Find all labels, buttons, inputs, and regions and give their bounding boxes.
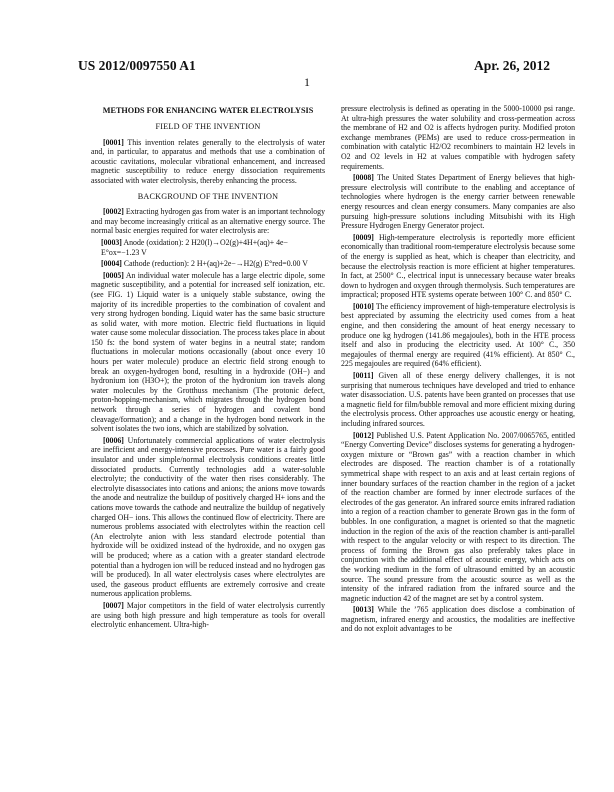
paragraph-number: [0010]	[353, 301, 374, 311]
paragraph-number: [0001]	[103, 137, 124, 147]
paragraph-number: [0008]	[353, 173, 374, 183]
paragraph-0002	[91, 207, 325, 236]
right-column	[341, 104, 575, 636]
paragraph-0009	[341, 233, 575, 300]
equation-cathode: Cathode (reduction): 2 H+(aq)+2e−→H2(g) E°red=0.00 V	[123, 259, 308, 269]
paragraph-number: [0009]	[353, 232, 374, 242]
paragraph-text: Major competitors in the field of water electrolysis currently are using both high pressure and high temperature as tools for overall electrolytic enhancement. Ultra-high-	[91, 600, 325, 630]
publication-date: Apr. 26, 2012	[473, 58, 550, 73]
paragraph-0008	[341, 173, 575, 231]
paragraph-number: [0006]	[103, 435, 124, 445]
paragraph-number: [0013]	[353, 605, 374, 615]
paragraph-0010	[341, 302, 575, 369]
paragraph-text: Unfortunately commercial applications of water electrolysis are inefficient and energy-intensive processes. Pure water is a fairly good insulator and under simple/normal electrolysis conditions creates little dissociated products. Currently technologies add a water-soluble electrolyte; the conductivity of the water then rises considerably. The electrolyte disassociates into cations and anions; the anions move towards the anode and neutralize the buildup of positively charged H+ ions and the cations move towards the cathode and neutralize the buildup of negatively charged OH− ions. This allows the continued flow of electricity. There are numerous problems associated with electrolytes within the reaction cell (An electrolyte anion with less standard electrode potential than hydroxide will be oxidized instead of the hydroxide, and no oxygen gas will be produced; where as a cation with a greater standard electrode potential than a hydrogen ion will be reduced instead and no hydrogen gas will be produced). In all water electrolysis cases where electrolytes are used, the gaseous product effluents are extremely corrosive and create numerous application problems.	[91, 435, 325, 599]
page-number: 1	[304, 75, 310, 89]
paragraph-text: An individual water molecule has a large electric dipole, some magnetic susceptibility, and a potential for increased self ionization, etc. (see FIG. 1) Liquid water is a uniquely stable substance, owing the majority of its incredible properties to the combination of covalent and very strong hydrogen bonding. Liquid water has the same basic structure as solid water, with more motion. Electric field fluctuations in liquid water cause some molecular dissociation. The process takes place in about 150 fs: the bond system of water begins in a neutral state; random fluctuations in molecular motions occasionally (about once every 10 hours per water molecule) produce an electric field strong enough to break an oxygen-hydrogen bond, resulting in a hydroxide (OH−) and hydronium ion (H3O+); the proton of the hydronium ion travels along water molecules by the Grotthuss mechanism (The protonic defect, proton-hopping-mechanism, which migrates through the hydrogen bond network through a series of hydrogen and covalent bond cleavage/formation); and a change in the hydrogen bond network in the solvent isolates the two ions, which are stabilized by solvation.	[91, 270, 325, 434]
paragraph-number: [0007]	[103, 600, 124, 610]
paragraph-number: [0005]	[103, 270, 124, 280]
paragraph-0006	[91, 436, 325, 599]
paragraph-0005	[91, 271, 325, 434]
paragraph-text: The United States Department of Energy believes that high-pressure electrolysis will contribute to the enabling and acceptance of technologies where hydrogen is the energy carrier between renewable energy resources and clean energy consumers. Many companies are also pursuing high-pressure solutions including Mitsubishi with its High Pressure Hydrogen Energy Generator project.	[341, 173, 575, 231]
paragraph-text: While the ’765 application does disclose a combination of magnetism, infrared energy and acoustics, the modalities are ineffective and do not exploit advantages to be	[341, 605, 575, 634]
paragraph-number: [0003]	[101, 237, 122, 247]
paragraph-0007-continued: pressure electrolysis is defined as operating in the 5000-10000 psi range. At ultra-high pressures the water solubility and cross-permeation across the membrane of H2 and O2 is affects hydrogen purity. Modified proton exchange membranes (PEMs) are used to reduce cross-permeation in combination with catalytic H2/O2 recombiners to maintain H2 levels in O2 and O2 levels in H2 at values compatible with hydrogen safety requirements.	[341, 104, 575, 171]
paragraph-text: Given all of these energy delivery challenges, it is not surprising that numerous techniques have developed and tried to enhance water disassociation. U.S. patents have been granted on processes that use a magnetic field for film/bubble removal and more efficient mixing during the electrolysis process. Other approaches use acoustic energy or heating, including infrared sources.	[341, 371, 575, 428]
paragraph-0001	[91, 138, 325, 186]
left-column	[91, 104, 325, 632]
paragraph-0004	[101, 259, 325, 269]
background-heading: BACKGROUND OF THE INVENTION	[137, 191, 279, 201]
paragraph-0003	[101, 238, 325, 257]
paragraph-0012	[341, 431, 575, 604]
paragraph-text: The efficiency improvement of high-temperature electrolysis is best appreciated by assuming the electricity used comes from a heat engine, and then considering the amount of heat energy necessary to produce one kg hydrogen (141.86 megajoules), both in the HTE process itself and also in producing the electricity used. At 100° C., 350 megajoules of thermal energy are required (41% efficient). At 850° C., 225 megajoules are required (64% efficient).	[341, 301, 575, 369]
paragraph-text: Extracting hydrogen gas from water is an important technology and may become increasingly critical as an alternative energy source. The normal basic energies required for water electrolysis are:	[91, 207, 325, 236]
paragraph-number: [0002]	[103, 207, 124, 217]
paragraph-0013	[341, 605, 575, 634]
paragraph-0007	[91, 601, 325, 630]
paragraph-number: [0012]	[353, 430, 374, 440]
equation-anode: Anode (oxidation): 2 H20(l)→O2(g)+4H+(aq)+ 4e− E°ox=−1.23 V	[101, 237, 288, 257]
paragraph-number: [0011]	[353, 371, 374, 381]
paragraph-0011	[341, 371, 575, 429]
paragraph-text: This invention relates generally to the electrolysis of water and, in particular, to apparatus and methods that use a combination of acoustic cavitations, molecular vibrational enhancement, and increased magnetic susceptibility to reduce energy dissociation requirements associated with water electrolysis, thereby enhancing the process.	[91, 137, 325, 185]
document-title: METHODS FOR ENHANCING WATER ELECTROLYSIS	[102, 106, 314, 115]
paragraph-number: [0004]	[101, 259, 122, 269]
publication-number: US 2012/0097550 A1	[78, 58, 196, 73]
field-heading: FIELD OF THE INVENTION	[155, 122, 261, 131]
paragraph-text: Published U.S. Patent Application No. 2007/0065765, entitled “Energy Converting Device” discloses systems for generating a hydrogen-oxygen mixture or “Brown gas” with a reaction chamber in which electrodes are disposed. The reaction chamber is of a rotationally symmetrical shape with respect to an axis and at least certain regions of inner boundary surfaces of the reaction chamber in the region of a jacket of the reaction chamber are formed by inner electrode surfaces of the electrodes of the gas generator. An infrared source emits infrared radiation into a region of a reaction chamber to generate Brown gas in the form of bubbles. In one configuration, a magnet is oriented so that the magnetic induction in the region of the axis of the reaction chamber is anti-parallel with respect to the angular velocity or with respect to its direction. The process of forming the Brown gas also preferably takes place in conjunction with the additional effect of acoustic energy, which acts on the working medium in the form of ultrasound emitted by an acoustic source. The sound pressure from the acoustic source as well as the intensity of the infrared radiation from the infrared source and the magnetic induction 42 of the magnet are set by a control system.	[341, 430, 576, 603]
paragraph-text: High-temperature electrolysis is reportedly more efficient economically than traditional room-temperature electrolysis because some of the energy is supplied as heat, which is cheaper than electricity, and because the electrolysis reaction is more efficient at higher temperatures. In fact, at 2500° C., electrical input is unnecessary because water breaks down to hydrogen and oxygen through thermolysis. Such temperatures are impractical; proposed HTE systems operate between 100° C. and 850° C.	[341, 232, 575, 300]
